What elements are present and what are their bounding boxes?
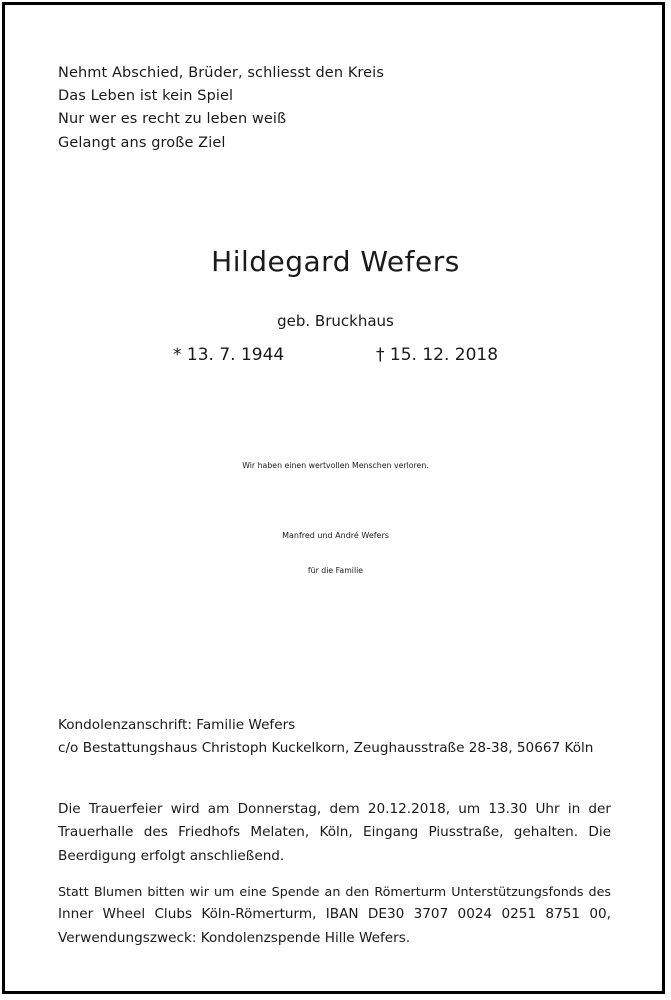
signers-note: für die Familie: [307, 566, 364, 575]
death-date: † 15. 12. 2018: [376, 345, 499, 365]
ceremony-line: Die Trauerfeier wird am Donnerstag, dem 20.12.2018, um 13.30 Uhr in der: [58, 801, 611, 817]
memorial-statement: Wir haben einen wertvollen Menschen verloren.: [242, 461, 429, 470]
poem: [58, 62, 384, 155]
ceremony-line: Trauerhalle des Friedhofs Melaten, Köln, Eingang Piusstraße, gehalten. Die: [58, 824, 611, 841]
poem-line: Nur wer es recht zu leben weiß: [58, 111, 287, 128]
poem-line: Nehmt Abschied, Brüder, schliesst den Kreis: [58, 65, 384, 81]
donation-line: Statt Blumen bitten wir um eine Spende an den Römerturm Unterstützungsfonds des: [58, 884, 611, 899]
address-line: Kondolenzanschrift: Familie Wefers: [58, 717, 296, 733]
poem-line: Das Leben ist kein Spiel: [58, 88, 234, 105]
condolence-address: [58, 714, 611, 761]
address-line: c/o Bestattungshaus Christoph Kuckelkorn, Zeughausstraße 28-38, 50667 Köln: [58, 740, 594, 757]
maiden-name: geb. Bruckhaus: [277, 312, 394, 330]
donation-line: Verwendungszweck: Kondolenzspende Hille Wefers.: [58, 929, 411, 946]
ceremony-line: Beerdigung erfolgt anschließend.: [58, 847, 285, 864]
poem-line: Gelangt ans große Ziel: [58, 134, 226, 151]
birth-date: * 13. 7. 1944: [173, 345, 285, 365]
signers-names: Manfred und André Wefers: [282, 531, 389, 540]
deceased-name: Hildegard Wefers: [211, 245, 460, 278]
ceremony-info: [58, 798, 611, 868]
donation-line: Inner Wheel Clubs Köln-Römerturm, IBAN DE30 3707 0024 0251 8751 00,: [58, 906, 611, 923]
donation-info: [58, 880, 611, 950]
